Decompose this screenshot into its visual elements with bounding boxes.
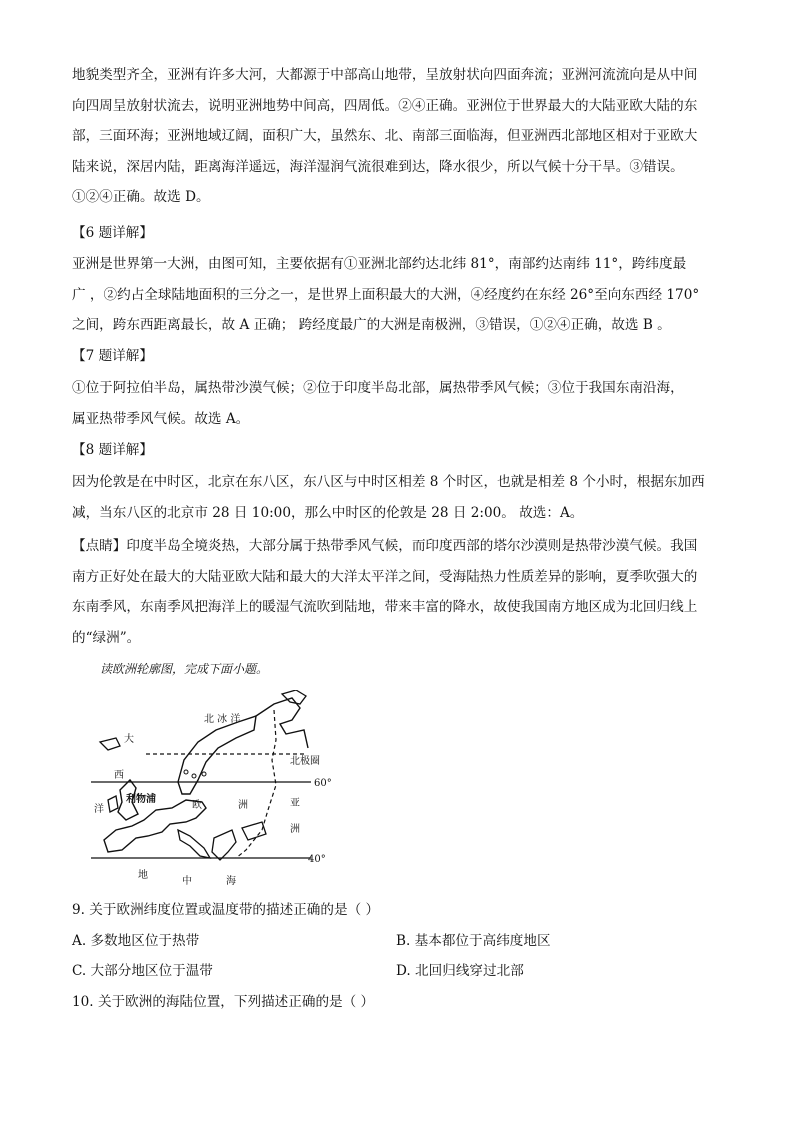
heading-q8: 【8 题详解】: [72, 442, 153, 458]
italy-outline: [178, 830, 210, 858]
text-line: 地貌类型齐全，亚洲有许多大河，大都源于中部高山地带，呈放射状向四面奔流；亚洲河流流向是从中间: [72, 67, 698, 83]
text-line: 陆来说，深居内陆，距离海洋遥远，海洋湿润气流很难到达，降水很少，所以气候十分干旱。③错误。: [72, 158, 684, 175]
heading-q6: 【6 题详解】: [72, 225, 153, 241]
black-sea-outline: [242, 822, 266, 840]
text-line: 东南季风，东南季风把海洋上的暖湿气流吹到陆地，带来丰富的降水，故使我国南方地区成为北回归线上: [72, 599, 698, 615]
question-9-option-b[interactable]: B. 基本都位于高纬度地区: [396, 933, 551, 949]
label-europe-ou: 欧: [192, 800, 202, 811]
text-line: 属亚热带季风气候。故选 A。: [72, 410, 250, 427]
label-asia-ya: 亚: [290, 798, 300, 809]
text-line: ①②④正确。故选 D。: [72, 189, 210, 205]
question-9-option-d[interactable]: D. 北回归线穿过北部: [396, 963, 524, 979]
label-europe-zhou: 洲: [238, 800, 248, 811]
answer-paragraph-q5: [72, 60, 732, 213]
label-atlantic-da: 大: [124, 734, 134, 745]
text-line: ①位于阿拉伯半岛，属热带沙漠气候；②位于印度半岛北部，属热带季风气候；③位于我国东南沿海，: [72, 380, 684, 396]
answer-paragraph-q6: [72, 249, 732, 341]
text-line: 向四周呈放射状流去，说明亚洲地势中间高，四周低。②④正确。亚洲位于世界最大的大陆亚欧大陆的东: [72, 97, 698, 114]
label-med-zhong: 中: [182, 876, 192, 887]
island-outline: [282, 690, 306, 704]
question-9-stem: 9. 关于欧洲纬度位置或温度带的描述正确的是（ ）: [72, 902, 380, 918]
label-med-hai: 海: [226, 876, 236, 887]
answer-paragraph-q7: [72, 373, 732, 434]
label-arctic-ocean: 北 冰 洋: [204, 714, 241, 725]
label-atlantic-xi: 西: [114, 770, 124, 781]
europe-asia-boundary: [236, 710, 276, 858]
island-dot: [192, 774, 196, 778]
text-line: 因为伦敦是在中时区，北京在东八区，东八区与中时区相差 8 个时区，也就是相差 8 个小时，根据东加西: [72, 474, 705, 490]
text-line: 部，三面环海；亚洲地域辽阔，面积广大，虽然东、北、南部三面临海，但亚洲西北部地区相对于亚欧大: [72, 128, 698, 144]
island-dot: [202, 772, 206, 776]
label-lat-40: 40°: [308, 854, 326, 865]
answer-paragraph-q8: [72, 467, 732, 528]
text-line: 亚洲是世界第一大洲，由图可知，主要依据有①亚洲北部约达北纬 81°，南部约达南纬 11°，跨纬度最: [72, 256, 687, 272]
map-caption: 读欧洲轮廓图，完成下面小题。: [100, 662, 269, 676]
text-line: 广 ，②约占全球陆地面积的三分之一，是世界上面积最大的大洲，④经度约在东经 26°至向东西经 170°: [72, 286, 700, 303]
label-lat-60: 60°: [314, 778, 332, 789]
ireland-outline: [108, 796, 118, 812]
text-line: 减，当东八区的北京市 28 日 10:00，那么中时区的伦敦是 28 日 2:00。 故选：A。: [72, 504, 584, 521]
text-line: 南方正好处在最大的大陆亚欧大陆和最大的大洋太平洋之间，受海陆热力性质差异的影响，夏季吹强大的: [72, 568, 698, 585]
label-liverpool: 利物浦: [126, 794, 156, 805]
question-10-stem: 10. 关于欧洲的海陆位置，下列描述正确的是（ ）: [72, 994, 375, 1010]
island-dot: [184, 770, 188, 774]
arctic-coast-outline: [256, 698, 308, 748]
question-9-option-c[interactable]: C. 大部分地区位于温带: [72, 963, 213, 979]
label-med-di: 地: [138, 870, 148, 881]
balkans-outline: [212, 830, 236, 860]
heading-q7: 【7 题详解】: [72, 348, 153, 364]
text-line: 的“绿洲”。: [72, 629, 141, 646]
tips-paragraph: [72, 531, 732, 653]
label-asia-zhou: 洲: [290, 824, 300, 835]
text-line: 之间，跨东西距离最长，故 A 正确； 跨经度最广的大洲是南极洲，③错误，①②④正确，故选 B 。: [72, 317, 671, 333]
europe-outline-map: [86, 690, 346, 890]
question-9-option-a[interactable]: A. 多数地区位于热带: [72, 933, 200, 949]
iceland-outline: [100, 738, 120, 750]
label-arctic-circle: 北极圈: [290, 756, 320, 767]
text-line: 【点睛】印度半岛全境炎热，大部分属于热带季风气候，而印度西部的塔尔沙漠则是热带沙漠气候。我国: [72, 538, 698, 554]
label-atlantic-yang: 洋: [94, 804, 104, 815]
